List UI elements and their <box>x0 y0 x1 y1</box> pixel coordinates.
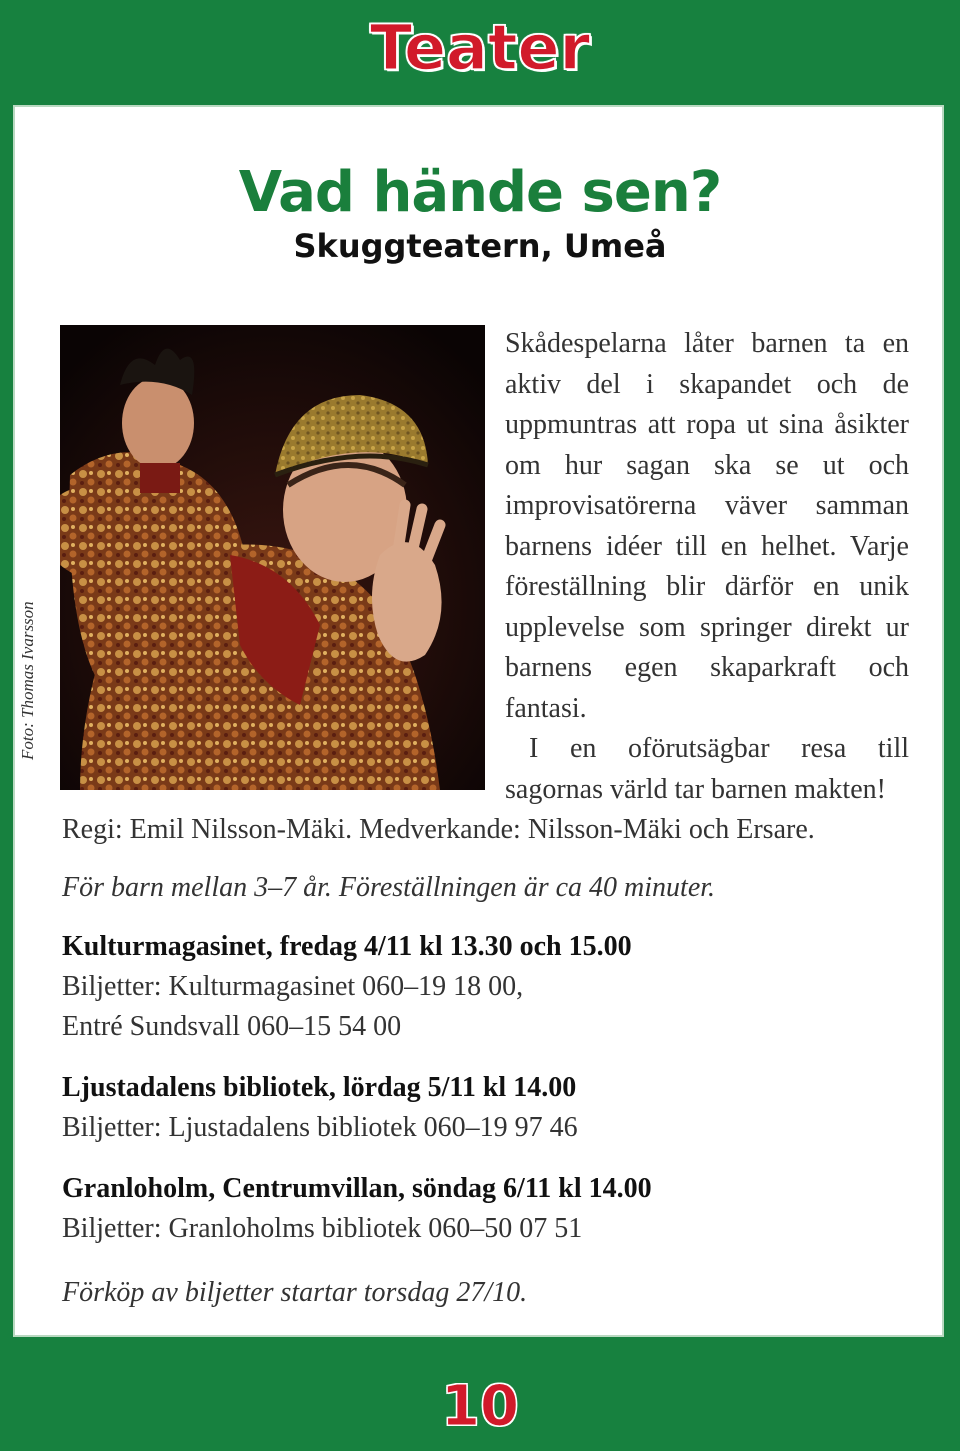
performance-title: Ljustadalens bibliotek, lördag 5/11 kl 14.00 <box>62 1072 577 1103</box>
performance-block <box>62 1169 922 1249</box>
ticket-info: Entré Sundsvall 060–15 54 00 <box>62 1011 402 1042</box>
performance-title: Kulturmagasinet, fredag 4/11 kl 13.30 och 15.00 <box>62 931 632 962</box>
ticket-info: Biljetter: Granloholms bibliotek 060–50 07 51 <box>62 1213 583 1244</box>
page-number: 10 <box>441 1374 519 1439</box>
body-paragraph: Skådespelarna låter barnen ta en aktiv del i skapandet och de uppmuntras att ropa ut sina åsikter om hur sagan ska se ut och improvisatörerna väver samman barnens idéer till en helhet. Varje föreställning blir därför en unik upplevelse som springer direkt ur barnens egen skaparkraft och fantasi. <box>505 328 909 724</box>
performance-block <box>62 927 922 1047</box>
photo-credit: Foto: Thomas Ivarsson <box>18 601 37 760</box>
credits-line: Regi: Emil Nilsson-Mäki. Medverkande: Nilsson-Mäki och Ersare. <box>62 814 815 845</box>
performance-title: Granloholm, Centrumvillan, söndag 6/11 kl 14.00 <box>62 1173 652 1204</box>
body-paragraph: I en oförutsägbar resa till sagornas värld tar barnen makten! <box>505 733 909 805</box>
article-title: Vad hände sen? <box>238 160 722 225</box>
article-body <box>505 324 909 810</box>
article-subtitle: Skuggteatern, Umeå <box>293 227 667 265</box>
audience-line: För barn mellan 3–7 år. Föreställningen är ca 40 minuter. <box>62 872 716 903</box>
ticket-info: Biljetter: Kulturmagasinet 060–19 18 00, <box>62 971 524 1002</box>
photo-illustration <box>60 325 485 790</box>
performance-block <box>62 1068 922 1148</box>
ticket-info: Biljetter: Ljustadalens bibliotek 060–19 97 46 <box>62 1112 578 1143</box>
performance-photo <box>60 325 485 790</box>
section-title: Teater <box>369 11 591 84</box>
presale-note: Förköp av biljetter startar torsdag 27/10. <box>62 1277 528 1308</box>
